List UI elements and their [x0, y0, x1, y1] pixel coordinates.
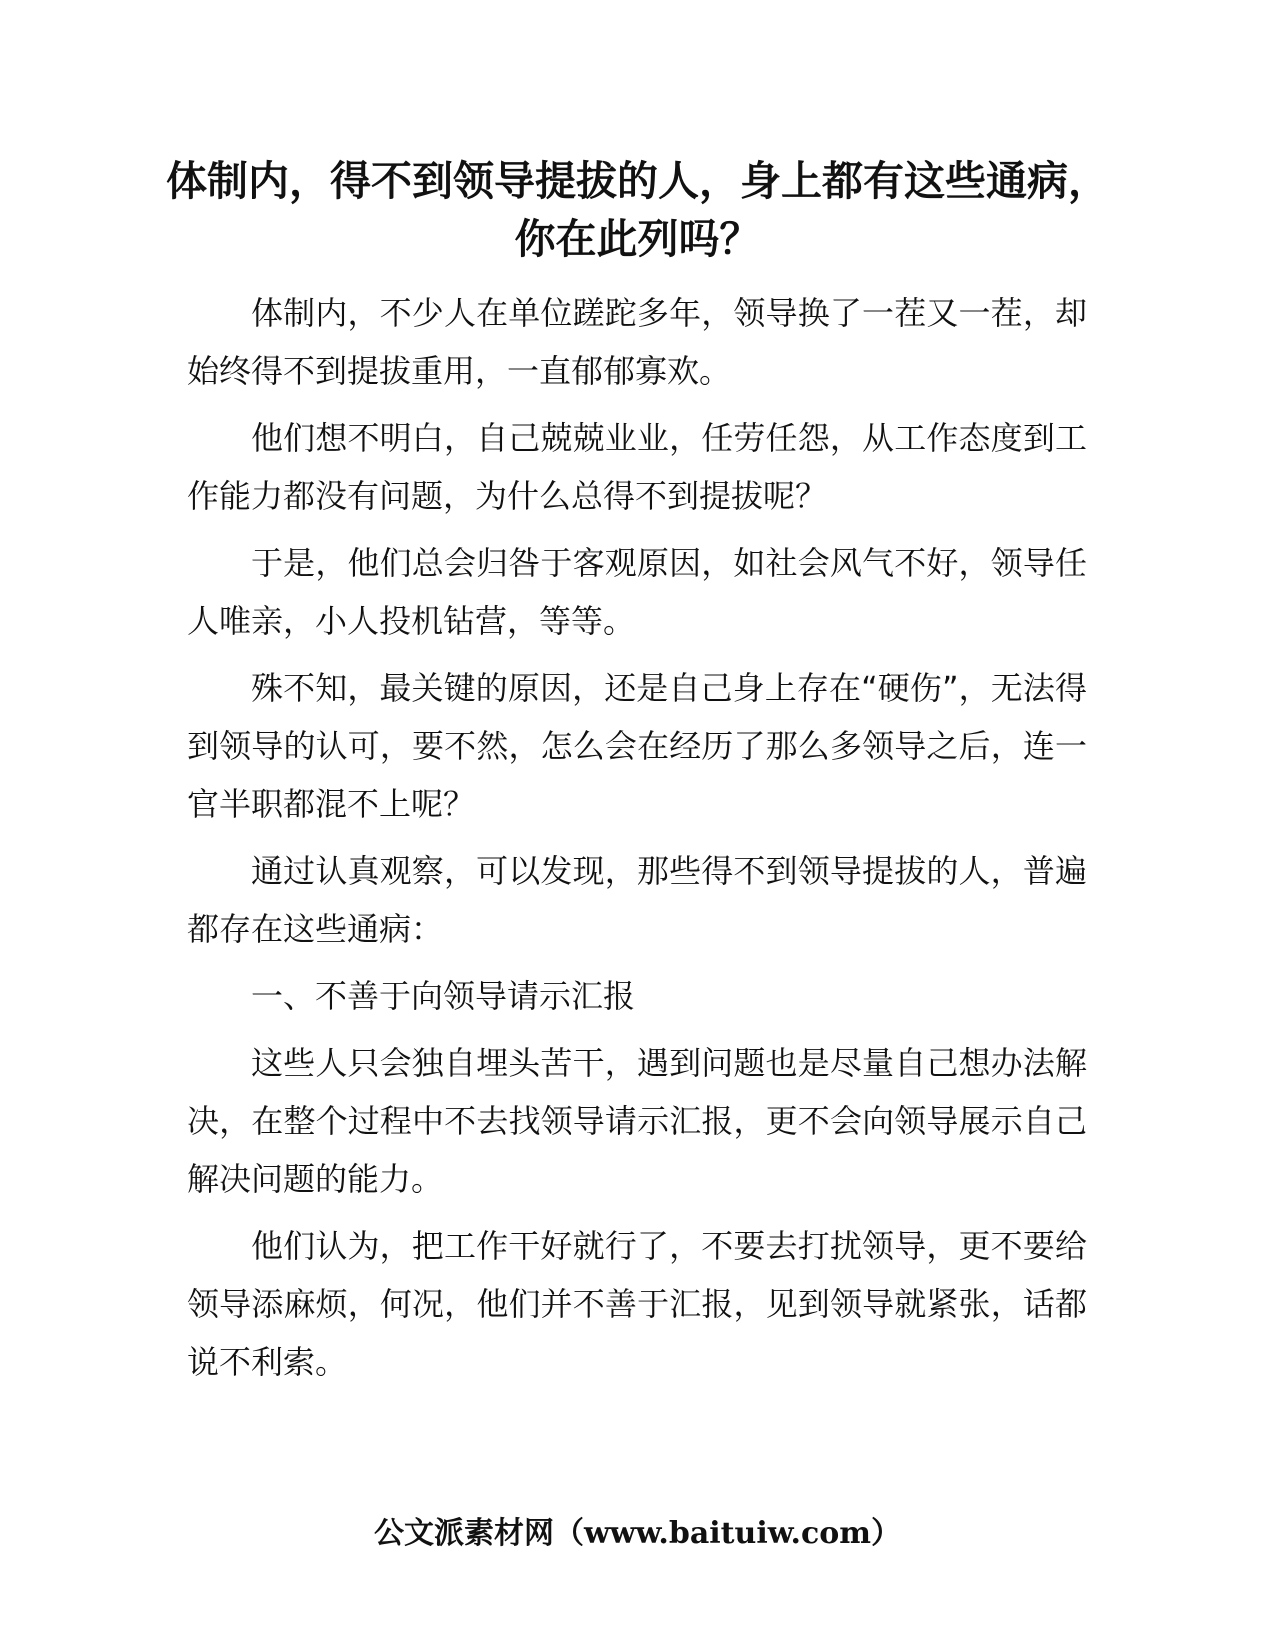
document-body	[187, 284, 1087, 1400]
paragraph: 体制内，不少人在单位蹉跎多年，领导换了一茬又一茬，却始终得不到提拔重用，一直郁郁寡欢。	[187, 294, 1087, 390]
section-heading: 一、不善于向领导请示汇报	[251, 977, 636, 1015]
paragraph: 他们认为，把工作干好就行了，不要去打扰领导，更不要给领导添麻烦，何况，他们并不善于汇报，见到领导就紧张，话都说不利索。	[187, 1227, 1087, 1381]
paragraph: 通过认真观察，可以发现，那些得不到领导提拔的人，普遍都存在这些通病：	[187, 852, 1087, 948]
paragraph: 于是，他们总会归咎于客观原因，如社会风气不好，领导任人唯亲，小人投机钻营，等等。	[187, 544, 1087, 640]
document-title: 体制内，得不到领导提拔的人，身上都有这些通病，你在此列吗？	[166, 157, 1109, 263]
footer-source: 公文派素材网（www.baituiw.com）	[373, 1516, 902, 1551]
paragraph: 这些人只会独自埋头苦干，遇到问题也是尽量自己想办法解决，在整个过程中不去找领导请示汇报，更不会向领导展示自己解决问题的能力。	[187, 1044, 1087, 1198]
paragraph: 殊不知，最关键的原因，还是自己身上存在“硬伤”，无法得到领导的认可，要不然，怎么会在经历了那么多领导之后，连一官半职都混不上呢？	[187, 669, 1087, 823]
paragraph: 他们想不明白，自己兢兢业业，任劳任怨，从工作态度到工作能力都没有问题，为什么总得不到提拔呢？	[187, 419, 1087, 515]
